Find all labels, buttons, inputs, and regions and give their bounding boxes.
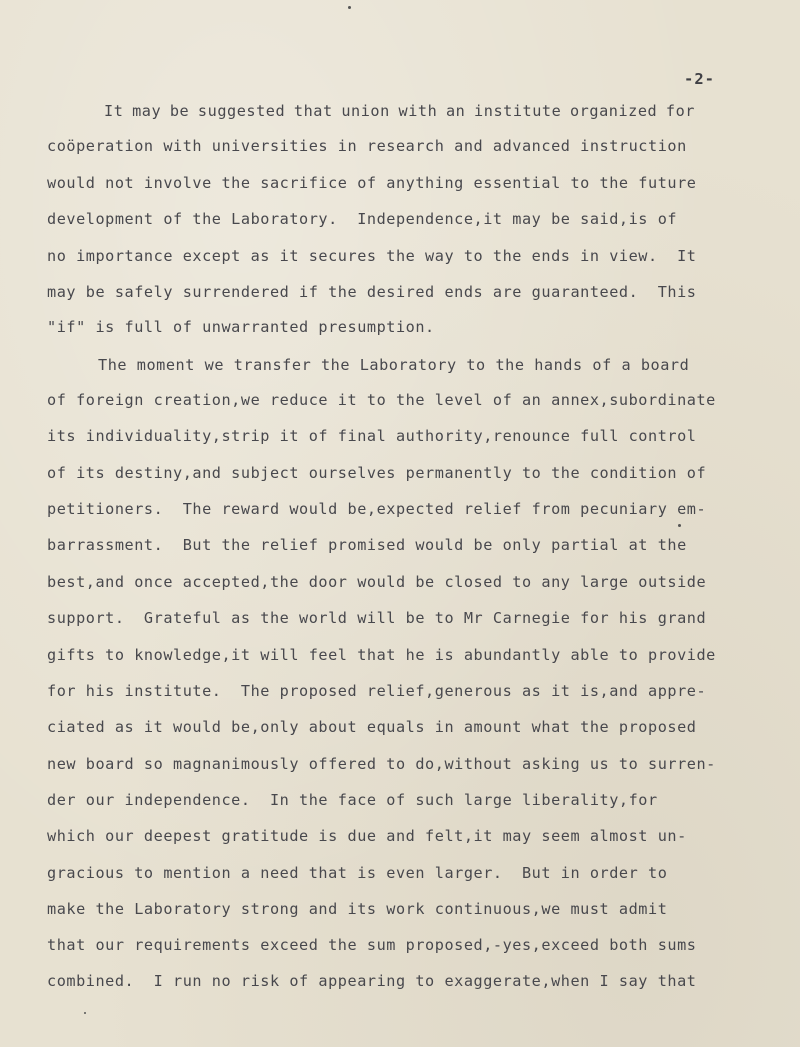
text-line-15: support. Grateful as the world will be to Mr Carnegie for his grand: [47, 609, 707, 627]
text-line-10: its individuality,strip it of final authority,renounce full control: [47, 427, 697, 445]
text-line-13: barrassment. But the relief promised would be only partial at the: [47, 536, 687, 554]
text-line-20: der our independence. In the face of such large liberality,for: [47, 791, 658, 809]
page-number: -2-: [684, 70, 715, 88]
text-line-11: of its destiny,and subject ourselves permanently to the condition of: [47, 464, 707, 482]
text-line-2: coöperation with universities in research and advanced instruction: [47, 137, 687, 155]
text-line-12: petitioners. The reward would be,expected relief from pecuniary em-: [47, 500, 707, 518]
text-line-24: that our requirements exceed the sum proposed,-yes,exceed both sums: [47, 936, 697, 954]
ink-speck: [678, 524, 681, 527]
text-line-9: of foreign creation,we reduce it to the level of an annex,subordinate: [47, 391, 716, 409]
text-line-21: which our deepest gratitude is due and felt,it may seem almost un-: [47, 827, 687, 845]
text-line-25: combined. I run no risk of appearing to exaggerate,when I say that: [47, 972, 697, 990]
text-line-4: development of the Laboratory. Independence,it may be said,is of: [47, 210, 678, 228]
text-line-8: The moment we transfer the Laboratory to the hands of a board: [98, 356, 690, 374]
text-line-5: no importance except as it secures the way to the ends in view. It: [47, 247, 697, 265]
text-line-22: gracious to mention a need that is even larger. But in order to: [47, 864, 668, 882]
text-line-14: best,and once accepted,the door would be closed to any large outside: [47, 573, 707, 591]
ink-speck: [84, 1012, 86, 1014]
ink-speck: [348, 6, 351, 9]
text-line-1: It may be suggested that union with an institute organized for: [104, 102, 696, 120]
text-line-16: gifts to knowledge,it will feel that he is abundantly able to provide: [47, 646, 716, 664]
text-line-19: new board so magnanimously offered to do,without asking us to surren-: [47, 755, 716, 773]
text-line-18: ciated as it would be,only about equals in amount what the proposed: [47, 718, 697, 736]
text-line-23: make the Laboratory strong and its work continuous,we must admit: [47, 900, 668, 918]
text-line-3: would not involve the sacrifice of anything essential to the future: [47, 174, 697, 192]
text-line-17: for his institute. The proposed relief,generous as it is,and appre-: [47, 682, 707, 700]
text-line-7: "if" is full of unwarranted presumption.: [47, 318, 435, 336]
text-line-6: may be safely surrendered if the desired ends are guaranteed. This: [47, 283, 697, 301]
